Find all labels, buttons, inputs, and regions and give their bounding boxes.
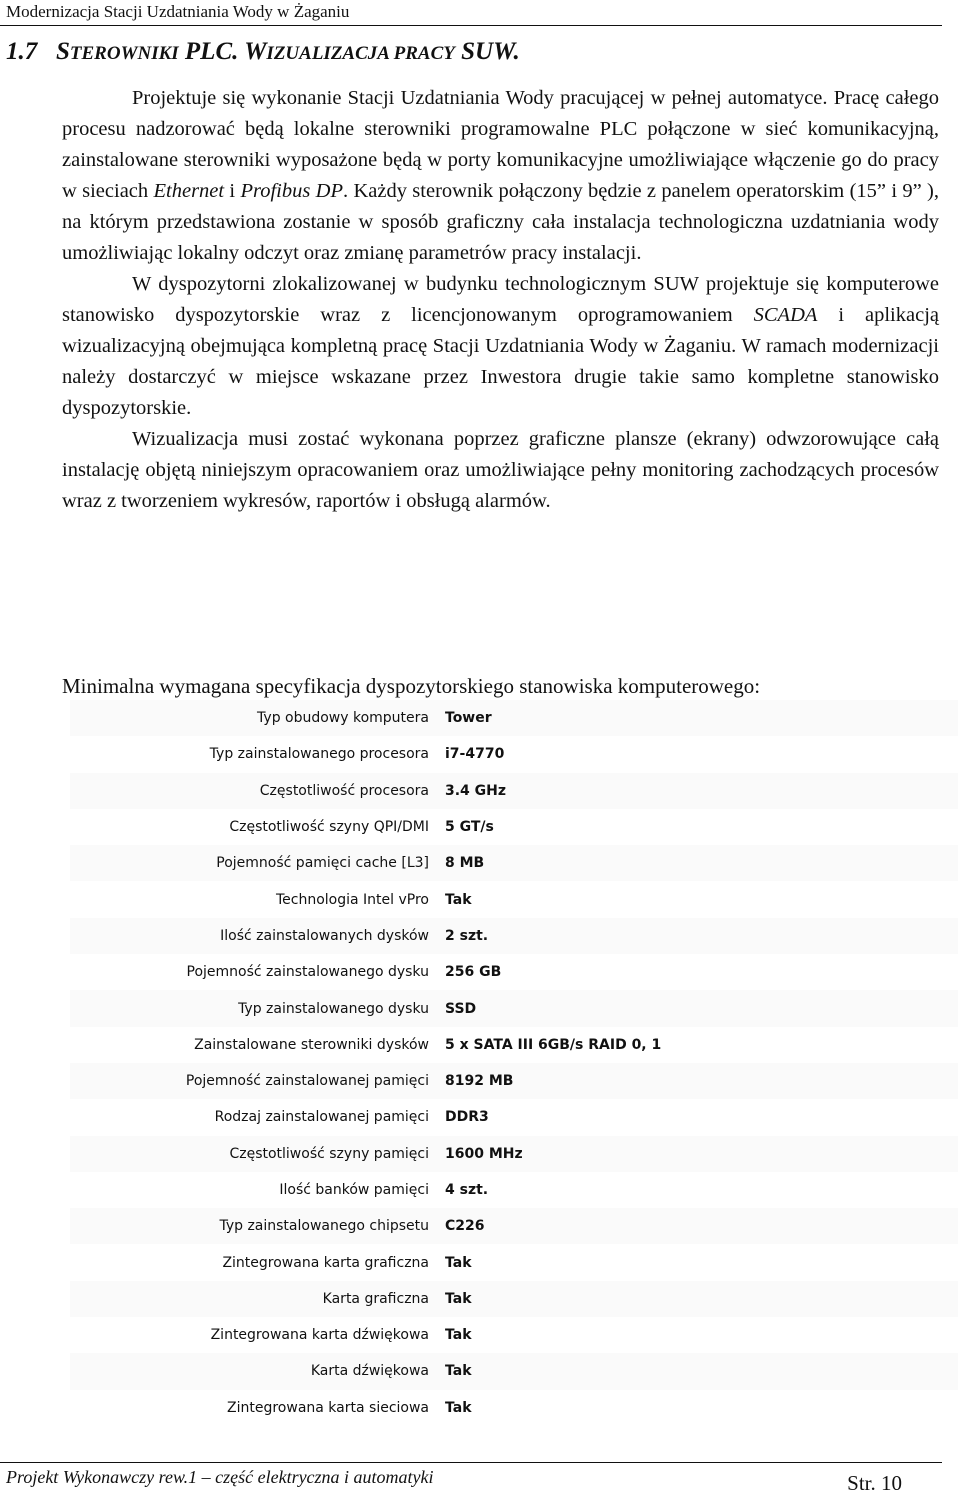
spec-value: 8 MB (443, 845, 958, 881)
spec-label: Pojemność zainstalowanego dysku (70, 954, 443, 990)
spec-row (70, 1353, 958, 1389)
spec-label: Typ zainstalowanego dysku (70, 990, 443, 1026)
spec-value: C226 (443, 1208, 958, 1244)
spec-value: Tak (443, 881, 958, 917)
section-title-word1-end: PLC. (184, 38, 239, 65)
spec-value: 256 GB (443, 954, 958, 990)
paragraph-visualization: Wizualizacja musi zostać wykonana poprzez graficzne plansze (ekrany) odwzorowujące całą instalację objętą niniejszym opracowaniem oraz umożliwiające pełny monitoring zachodzących procesów wraz z tworzeniem wykresów, raportów i obsługą alarmów. (62, 428, 939, 512)
spec-row (70, 1317, 958, 1353)
spec-label: Ilość banków pamięci (70, 1172, 443, 1208)
spec-label: Pojemność zainstalowanej pamięci (70, 1063, 443, 1099)
spec-value: Tower (443, 700, 958, 736)
spec-value: 3.4 GHz (443, 773, 958, 809)
spec-row (70, 1136, 958, 1172)
spec-label: Typ zainstalowanego chipsetu (70, 1208, 443, 1244)
spec-row (70, 918, 958, 954)
p2-text-a: W dyspozytorni zlokalizowanej w budynku technologicznym SUW projektuje się komputerowe stanowisko dyspozytorskie wraz z licencjonowanym oprogramowaniem (62, 273, 939, 326)
page-number: Str. 10 (847, 1471, 902, 1495)
spec-value: Tak (443, 1244, 958, 1280)
spec-label: Zintegrowana karta dźwiękowa (70, 1317, 443, 1353)
spec-value: 4 szt. (443, 1172, 958, 1208)
p1-text-b: . Każdy sterownik połączony będzie z panelem operatorskim (15” i 9” ), na którym przedstawiona zostanie w sposób graficzny cała instalacja technologiczna uzdatniania wody umożliwiając lokalny odczyt oraz zmianę parametrów pracy instalacji. (62, 180, 940, 264)
spec-row (70, 1208, 958, 1244)
section-heading (6, 36, 520, 70)
spec-label: Zintegrowana karta sieciowa (70, 1390, 443, 1426)
section-title-word1-rest: TEROWNIKI (69, 43, 179, 64)
footer-project: Projekt Wykonawczy rew.1 – część elektryczna i automatyki (6, 1467, 434, 1487)
p1-and: i (224, 180, 241, 202)
spec-value: Tak (443, 1281, 958, 1317)
spec-label: Karta dźwiękowa (70, 1353, 443, 1389)
body-text (62, 83, 939, 517)
spec-row (70, 809, 958, 845)
spec-value: 1600 MHz (443, 1136, 958, 1172)
spec-value: 5 x SATA III 6GB/s RAID 0, 1 (443, 1027, 958, 1063)
spec-row (70, 773, 958, 809)
spec-row (70, 1027, 958, 1063)
spec-row (70, 1390, 958, 1426)
spec-label: Zintegrowana karta graficzna (70, 1244, 443, 1280)
spec-value: Tak (443, 1353, 958, 1389)
spec-value: DDR3 (443, 1099, 958, 1135)
spec-label: Ilość zainstalowanych dysków (70, 918, 443, 954)
spec-label: Częstotliwość procesora (70, 773, 443, 809)
spec-value: 2 szt. (443, 918, 958, 954)
spec-row (70, 1172, 958, 1208)
spec-label: Częstotliwość szyny pamięci (70, 1136, 443, 1172)
spec-row (70, 1281, 958, 1317)
section-title-word2-initial: W (244, 38, 267, 65)
spec-row (70, 990, 958, 1026)
p1-ethernet: Ethernet (153, 180, 225, 202)
p1-text-a: Projektuje się wykonanie Stacji Uzdatniania Wody pracującej w pełnej automatyce. Pracę całego procesu nadzorować będą lokalne sterowniki programowalne PLC połączone w sieć komunikacyjną, zainstalowane sterowniki wyposażone będą w porty komunikacyjne umożliwiające włączenie go do pracy w sieciach (62, 87, 939, 202)
section-title-word1-initial: S (56, 38, 70, 65)
spec-value: 8192 MB (443, 1063, 958, 1099)
spec-row (70, 700, 958, 736)
spec-label: Pojemność pamięci cache [L3] (70, 845, 443, 881)
section-title-word2-rest: IZUALIZACJA PRACY (266, 43, 455, 64)
spec-value: SSD (443, 990, 958, 1026)
spec-caption: Minimalna wymagana specyfikacja dyspozytorskiego stanowiska komputerowego: (62, 674, 761, 698)
p1-profibus: Profibus DP (240, 180, 343, 202)
spec-label: Typ zainstalowanego procesora (70, 736, 443, 772)
spec-value: i7-4770 (443, 736, 958, 772)
p2-text-b: i aplikacją wizualizacyjną obejmująca kompletną pracę Stacji Uzdatniania Wody w Żaganiu. W ramach modernizacji należy dostarczyć w miejsce wskazane przez Inwestora drugie takie samo kompletne stanowisko dyspozytorskie. (62, 304, 939, 419)
header-rule (0, 25, 942, 26)
spec-label: Rodzaj zainstalowanej pamięci (70, 1099, 443, 1135)
spec-table (70, 700, 958, 1426)
spec-label: Zainstalowane sterowniki dysków (70, 1027, 443, 1063)
spec-value: Tak (443, 1390, 958, 1426)
spec-value: 5 GT/s (443, 809, 958, 845)
spec-label: Technologia Intel vPro (70, 881, 443, 917)
paragraph-automation (62, 83, 939, 269)
running-title: Modernizacja Stacji Uzdatniania Wody w Żaganiu (6, 2, 350, 21)
spec-label: Częstotliwość szyny QPI/DMI (70, 809, 443, 845)
spec-row (70, 954, 958, 990)
spec-label: Typ obudowy komputera (70, 700, 443, 736)
section-title-word2-end: SUW. (461, 38, 520, 65)
section-number: 1.7 (6, 38, 38, 65)
spec-value: Tak (443, 1317, 958, 1353)
spec-label: Karta graficzna (70, 1281, 443, 1317)
spec-row (70, 845, 958, 881)
p2-scada: SCADA (753, 304, 818, 326)
spec-row (70, 1063, 958, 1099)
spec-row (70, 1244, 958, 1280)
spec-row (70, 1099, 958, 1135)
footer-rule (0, 1462, 942, 1463)
spec-row (70, 736, 958, 772)
spec-row (70, 881, 958, 917)
paragraph-dispatch (62, 269, 939, 424)
